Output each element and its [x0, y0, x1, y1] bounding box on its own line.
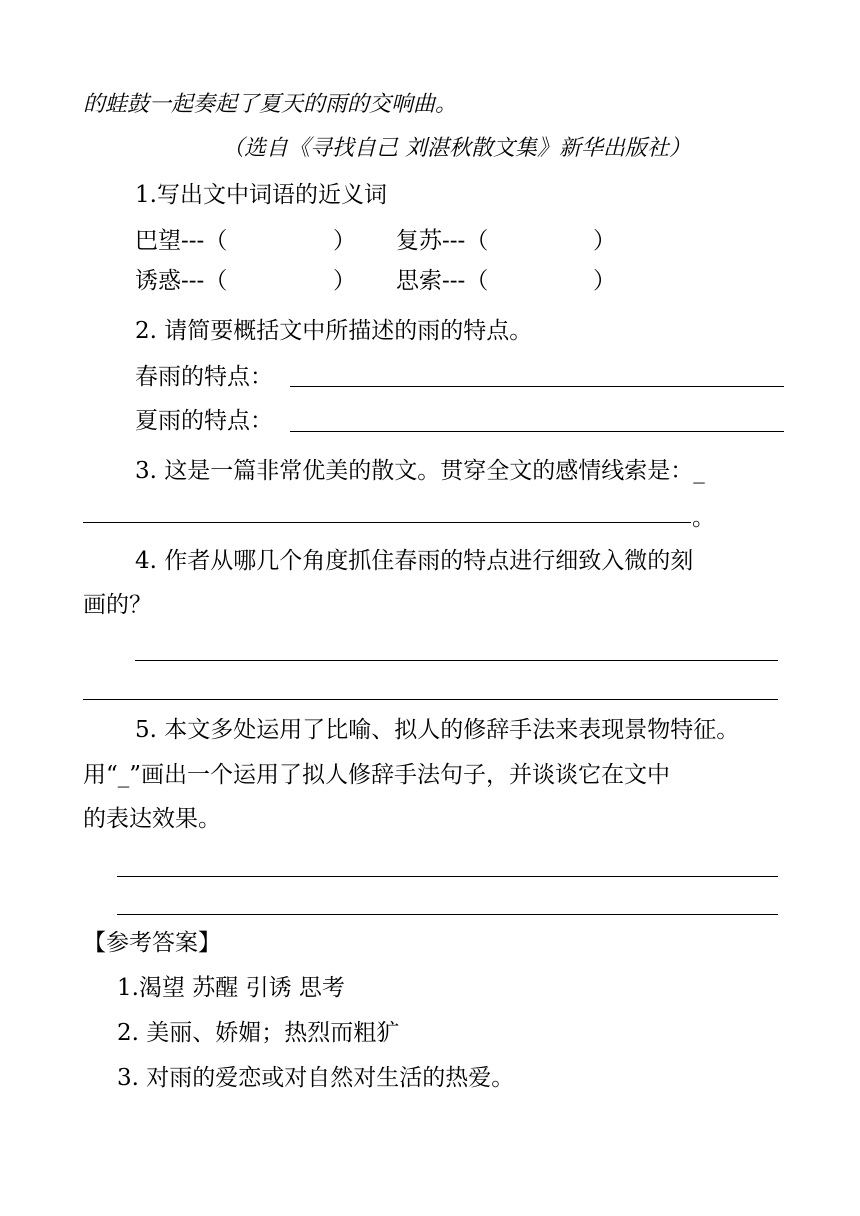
- q5-text-line-2: 用“_”画出一个运用了拟人修辞手法句子，并谈谈它在文中: [83, 762, 671, 788]
- q3-text: 3. 这是一篇非常优美的散文。贯穿全文的感情线索是：_: [135, 458, 705, 484]
- q4-answer-line-1[interactable]: [135, 660, 778, 661]
- q2-summer-answer-line[interactable]: [290, 431, 784, 432]
- q1-title: 1.写出文中词语的近义词: [135, 182, 387, 208]
- q5-text-line-3: 的表达效果。: [83, 806, 221, 832]
- q1-close-2: ）: [593, 228, 616, 254]
- q3-answer-line[interactable]: [83, 522, 691, 523]
- q3-end: 。: [692, 505, 715, 531]
- q5-text-line-1: 5. 本文多处运用了比喻、拟人的修辞手法来表现景物特征。: [135, 717, 740, 743]
- q2-title: 2. 请简要概括文中所描述的雨的特点。: [135, 318, 533, 344]
- q1-close-1: ）: [333, 228, 356, 254]
- answer-2: 2. 美丽、娇媚；热烈而粗犷: [117, 1020, 400, 1046]
- q1-word-4: 思索---（: [396, 268, 489, 294]
- q1-close-4: ）: [593, 268, 616, 294]
- q4-text-line-2: 画的？: [83, 592, 152, 618]
- q2-summer-label: 夏雨的特点：: [135, 408, 273, 434]
- q2-spring-label: 春雨的特点：: [135, 364, 273, 390]
- q1-close-3: ）: [333, 268, 356, 294]
- answer-3: 3. 对雨的爱恋或对自然对生活的热爱。: [117, 1065, 515, 1091]
- q1-word-3: 诱惑---（: [135, 268, 228, 294]
- q5-answer-line-2[interactable]: [117, 914, 778, 915]
- q4-text-line-1: 4. 作者从哪几个角度抓住春雨的特点进行细致入微的刻: [135, 548, 694, 574]
- q2-spring-answer-line[interactable]: [290, 386, 784, 387]
- answer-key-header: 【参考答案】: [83, 930, 221, 956]
- q1-word-2: 复苏---（: [396, 228, 489, 254]
- passage-ending: 的蛙鼓一起奏起了夏天的雨的交响曲。: [83, 92, 458, 117]
- answer-1: 1.渴望 苏醒 引诱 思考: [117, 975, 345, 1001]
- source-citation: （选自《寻找自己 刘湛秋散文集》新华出版社）: [222, 136, 691, 161]
- q5-answer-line-1[interactable]: [117, 876, 778, 877]
- q1-word-1: 巴望---（: [135, 228, 228, 254]
- q4-answer-line-2[interactable]: [83, 699, 778, 700]
